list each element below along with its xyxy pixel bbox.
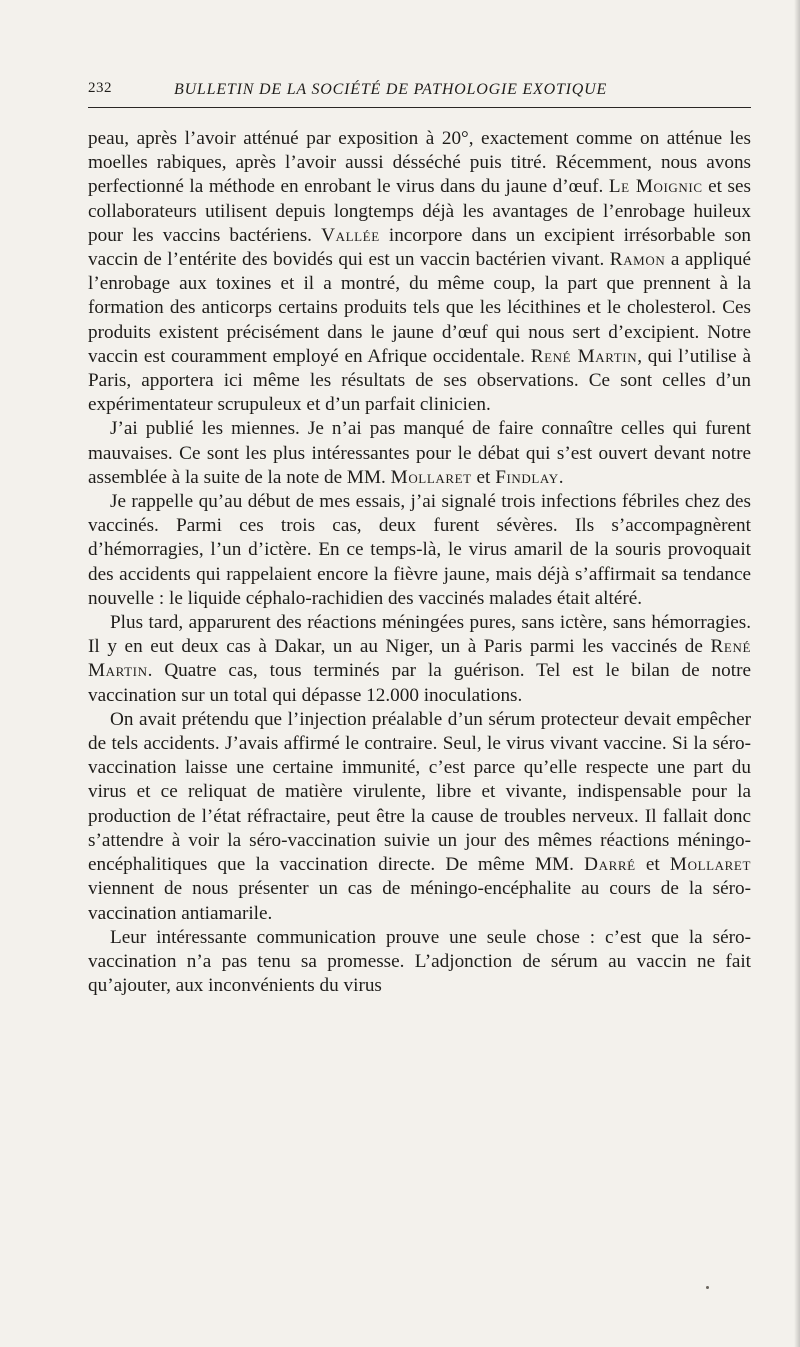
text-run: . Quatre cas, tous terminés par la guérison. Tel est le bilan de notre vaccination sur un total qui dépasse 12.000 inoculations.: [88, 660, 751, 706]
author-name: Mollaret: [669, 854, 751, 876]
author-name: Findlay: [495, 466, 559, 488]
text-run: J’ai publié les miennes. Je n’ai pas manqué de faire connaître celles qui furent mauvaises. Ce sont les plus intéressantes pour le débat qui s’est ouvert devant notre assemblée à la suite de la note de MM.: [88, 418, 751, 488]
running-title: BULLETIN DE LA SOCIÉTÉ DE PATHOLOGIE EXOTIQUE: [174, 81, 608, 98]
author-name: Mollaret: [390, 466, 472, 488]
paragraph-5: [88, 708, 751, 926]
page-number: 232: [88, 80, 112, 96]
text-run: et ses collaborateurs utilisent depuis longtemps déjà les avantages de l’enrobage huileux pour les vaccins bactériens.: [88, 176, 751, 246]
paragraph-3: [88, 490, 751, 611]
text-run: On avait prétendu que l’injection préalable d’un sérum protecteur devait empêcher de tels accidents. J’avais affirmé le contraire. Seul, le virus vivant vaccine. Si la séro-vaccination laisse une certaine immunité, c’est parce qu’elle respecte une part du virus et ce reliquat de matière virulente, libre et vivante, indispensable pour la production de l’état réfractaire, peut être la cause de troubles nerveux. Il fallait donc s’attendre à voir la séro-vaccination suivie un jour des mêmes réactions méningo-encéphalitiques que la vaccination directe. De même MM.: [88, 708, 751, 876]
page-edge-shadow: [794, 0, 800, 1347]
text-run: Plus tard, apparurent des réactions méningées pures, sans ictère, sans hémorragies. Il y en eut deux cas à Dakar, un au Niger, un à Paris parmi les vaccinés de: [88, 612, 751, 658]
text-run: et: [635, 854, 670, 876]
text-run: a appliqué l’enrobage aux toxines et il a montré, du même coup, la part que prennent à la formation des anticorps certains produits tels que les lécithines et le cholesterol. Ces produits existent précisément dans le jaune d’œuf qui nous sert d’excipient. Notre vaccin est couramment employé en Afrique occidentale.: [88, 249, 751, 367]
ink-speck: [706, 1286, 709, 1289]
author-name: Le Moignic: [608, 176, 703, 198]
paragraph-6: [88, 926, 751, 999]
author-name: Vallée: [321, 224, 380, 246]
paragraph-4: [88, 611, 751, 708]
page-header: [88, 80, 751, 104]
text-run: peau, après l’avoir atténué par exposition à 20°, exactement comme on atténue les moelles rabiques, après l’avoir aussi désséché puis titré. Récemment, nous avons perfectionné la méthode en enrobant le virus dans du jaune d’œuf.: [88, 128, 751, 198]
text-run: , qui l’utilise à Paris, apportera ici même les résultats de ses observations. Ce sont celles d’un expérimentateur scrupuleux et d’un parfait clinicien.: [88, 345, 751, 416]
author-name: Darré: [584, 854, 636, 876]
text-run: .: [558, 466, 564, 488]
text-run: incorpore dans un excipient irrésorbable son vaccin de l’entérite des bovidés qui est un vaccin bactérien vivant.: [88, 224, 752, 271]
text-run: viennent de nous présenter un cas de méningo-encéphalite au cours de la séro-vaccination antiamarile.: [88, 878, 751, 924]
text-run: Je rappelle qu’au début de mes essais, j’ai signalé trois infections fébriles chez des vaccinés. Parmi ces trois cas, deux furent sévères. Ils s’accompagnèrent d’hémorragies, l’un d’ictère. En ce temps-là, le virus amaril de la souris provoquait des accidents qui rappelaient encore la fièvre jaune, mais déjà s’affirmait sa tendance nouvelle : le liquide céphalo-rachidien des vaccinés malades était altéré.: [88, 491, 751, 609]
text-run: et: [471, 466, 496, 488]
author-name: René Martin: [530, 345, 638, 367]
author-name: René Martin: [88, 636, 751, 682]
author-name: Ramon: [609, 249, 666, 271]
text-run: Leur intéressante communication prouve une seule chose : c’est que la séro-vaccination n’a pas tenu sa promesse. L’adjonction de sérum au vaccin ne fait qu’ajouter, aux inconvénients du virus: [88, 926, 751, 997]
paragraph-2: [88, 417, 751, 490]
paragraph-1: [88, 127, 751, 417]
header-rule: [88, 107, 751, 108]
article-body: [88, 127, 751, 998]
